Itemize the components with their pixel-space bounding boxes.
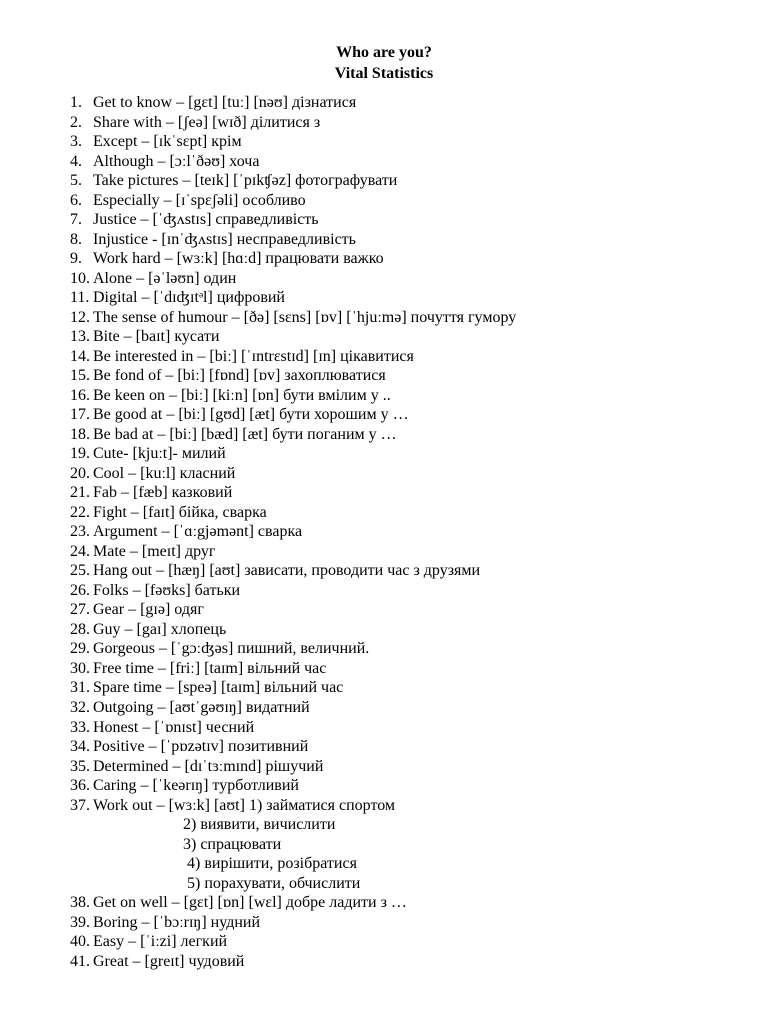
list-item-text: Hang out – [hæŋ] [aʊt] зависати, проводити час з друзями	[93, 562, 481, 580]
list-item	[70, 913, 750, 933]
list-item	[70, 581, 750, 601]
list-item	[70, 932, 750, 952]
list-item	[70, 659, 750, 679]
list-item-text: Spare time – [speə] [taɪm] вільний час	[93, 679, 344, 697]
list-item	[70, 249, 750, 269]
list-item-number: 19.	[70, 445, 90, 463]
list-item-number: 41.	[70, 952, 90, 970]
list-item-number: 25.	[70, 562, 90, 580]
list-item-text: Get to know – [gɛt] [tuː] [nəʊ] дізнатися	[93, 94, 357, 111]
list-item	[70, 288, 750, 308]
list-item	[70, 113, 750, 133]
list-item-subdefinition-text: 3) спрацювати	[183, 835, 282, 853]
list-item-number: 40.	[70, 933, 90, 951]
list-item-number: 26.	[70, 581, 90, 599]
list-item	[70, 698, 750, 718]
list-item-text: Be fond of – [biː] [fɒnd] [ɒv] захоплюватися	[93, 367, 386, 385]
list-item	[70, 171, 750, 191]
list-item-number: 9.	[70, 250, 82, 268]
list-item	[70, 639, 750, 659]
list-item-subdefinition	[70, 874, 750, 894]
list-item-number: 38.	[70, 894, 90, 912]
list-item-text: Be keen on – [biː] [kiːn] [ɒn] бути вмілим у ..	[93, 386, 391, 404]
list-item-number: 11.	[70, 289, 90, 307]
list-item-number: 7.	[70, 211, 82, 229]
list-item-text: Especially – [ɪˈspɛʃəli] особливо	[93, 191, 306, 209]
list-item-number: 1.	[70, 94, 82, 111]
list-item-text: Injustice - [ɪnˈʤʌstɪs] несправедливість	[93, 230, 356, 248]
list-item	[70, 757, 750, 777]
list-item-number: 23.	[70, 523, 90, 541]
list-item-text: Digital – [ˈdɪʤɪtᵊl] цифровий	[93, 289, 285, 307]
list-item-number: 2.	[70, 113, 82, 131]
list-item	[70, 483, 750, 503]
list-item	[70, 386, 750, 406]
list-item	[70, 718, 750, 738]
list-item-text: Work out – [wɜːk] [aʊt] 1) займатися спортом	[93, 796, 396, 814]
list-item	[70, 327, 750, 347]
list-item-text: Cute- [kjuːt]- милий	[93, 445, 226, 463]
list-item	[70, 405, 750, 425]
list-item-text: Guy – [gaɪ] хлопець	[93, 620, 227, 638]
document-subtitle: Vital Statistics	[334, 65, 434, 82]
list-item-text: Determined – [dɪˈtɜːmɪnd] рішучий	[93, 757, 324, 775]
list-item-number: 30.	[70, 659, 90, 677]
list-item-number: 21.	[70, 484, 90, 502]
list-item	[70, 347, 750, 367]
list-item	[70, 522, 750, 542]
list-item-text: Free time – [friː] [taɪm] вільний час	[93, 659, 327, 677]
list-item	[70, 796, 750, 816]
list-item-subdefinition	[70, 854, 750, 874]
list-item-number: 6.	[70, 191, 82, 209]
list-item-number: 8.	[70, 230, 82, 248]
list-item-subdefinition	[70, 835, 750, 855]
list-item	[70, 132, 750, 152]
list-item-number: 31.	[70, 679, 90, 697]
list-item-number: 20.	[70, 464, 90, 482]
list-item-text: Positive – [ˈpɒzətɪv] позитивний	[93, 738, 309, 756]
list-item-text: Gorgeous – [ˈgɔːʤəs] пишний, величний.	[93, 640, 370, 658]
list-item-text: Share with – [ʃeə] [wɪð] ділитися з	[93, 113, 321, 131]
list-item-text: Mate – [meɪt] друг	[93, 542, 216, 560]
list-item-number: 10.	[70, 269, 90, 287]
list-item	[70, 776, 750, 796]
list-item	[70, 952, 750, 972]
list-item	[70, 678, 750, 698]
list-item	[70, 464, 750, 484]
list-item	[70, 620, 750, 640]
list-item-number: 16.	[70, 386, 90, 404]
list-item-number: 22.	[70, 503, 90, 521]
list-item-text: Outgoing – [aʊtˈgəʊɪŋ] видатний	[93, 698, 310, 716]
list-item-text: Alone – [əˈləʊn] один	[93, 269, 237, 287]
list-item-subdefinition-text: 2) виявити, вичислити	[183, 816, 336, 834]
list-item-text: Gear – [gɪə] одяг	[93, 601, 204, 619]
list-item-text: Work hard – [wɜːk] [hɑːd] працювати важко	[93, 250, 384, 268]
list-item	[70, 561, 750, 581]
list-item-text: Bite – [baɪt] кусати	[93, 328, 220, 346]
list-item-number: 17.	[70, 406, 90, 424]
list-item	[70, 893, 750, 913]
list-item	[70, 152, 750, 172]
list-item-number: 27.	[70, 601, 90, 619]
list-item-subdefinition	[70, 815, 750, 835]
list-item-number: 18.	[70, 425, 90, 443]
list-item-number: 33.	[70, 718, 90, 736]
list-item-text: Justice – [ˈʤʌstɪs] справедливість	[93, 211, 319, 229]
list-item-number: 12.	[70, 308, 90, 326]
list-item	[70, 542, 750, 562]
list-item	[70, 737, 750, 757]
list-item-text: Except – [ɪkˈsɛpt] крім	[93, 133, 242, 151]
list-item	[70, 210, 750, 230]
list-item-text: Fight – [faɪt] бійка, сварка	[93, 503, 267, 521]
list-item-number: 3.	[70, 133, 82, 151]
list-item-text: The sense of humour – [ðə] [sɛns] [ɒv] [ˈhjuːmə] почуття гумору	[93, 308, 517, 326]
list-item	[70, 425, 750, 445]
list-item-number: 24.	[70, 542, 90, 560]
list-item-number: 4.	[70, 152, 82, 170]
list-item-text: Cool – [kuːl] класний	[93, 464, 236, 482]
list-item	[70, 503, 750, 523]
list-item	[70, 366, 750, 386]
list-item-text: Easy – [ˈiːzi] легкий	[93, 933, 228, 951]
list-item-text: Be bad at – [biː] [bæd] [æt] бути поганим у …	[93, 425, 397, 443]
list-item	[70, 269, 750, 289]
list-item-text: Be good at – [biː] [gʊd] [æt] бути хорошим у …	[93, 406, 409, 424]
list-item-text: Be interested in – [biː] [ˈɪntrɛstɪd] [ɪn] цікавитися	[93, 347, 414, 365]
list-item-number: 29.	[70, 640, 90, 658]
list-item-number: 15.	[70, 367, 90, 385]
list-item-subdefinition-text: 5) порахувати, обчислити	[187, 874, 361, 892]
list-item-text: Honest – [ˈɒnɪst] чесний	[93, 718, 255, 736]
list-item	[70, 600, 750, 620]
list-item-text: Take pictures – [teɪk] [ˈpɪkʧəz] фотографувати	[93, 172, 398, 190]
list-item-text: Boring – [ˈbɔːrɪŋ] нудний	[93, 913, 261, 931]
list-item-number: 39.	[70, 913, 90, 931]
list-item-number: 5.	[70, 172, 82, 190]
list-item-number: 13.	[70, 328, 90, 346]
list-item-number: 28.	[70, 620, 90, 638]
list-item	[70, 191, 750, 211]
list-item-text: Great – [greɪt] чудовий	[93, 952, 245, 970]
list-item-number: 34.	[70, 738, 90, 756]
list-item-text: Fab – [fæb] казковий	[93, 484, 233, 502]
document-title: Who are you?	[336, 44, 432, 61]
list-item-number: 14.	[70, 347, 90, 365]
list-item-subdefinition-text: 4) вирішити, розібратися	[187, 855, 357, 873]
list-item-text: Although – [ɔːlˈðəʊ] хоча	[93, 152, 260, 170]
list-item	[70, 308, 750, 328]
list-item-number: 36.	[70, 777, 90, 795]
list-item-number: 37.	[70, 796, 90, 814]
list-item-number: 32.	[70, 698, 90, 716]
list-item	[70, 444, 750, 464]
list-item	[70, 230, 750, 250]
list-item-text: Caring – [ˈkeərɪŋ] турботливий	[93, 777, 299, 795]
list-item-text: Argument – [ˈɑːgjəmənt] сварка	[93, 523, 303, 541]
list-item-text: Folks – [fəʊks] батьки	[93, 581, 241, 599]
list-item	[70, 93, 750, 113]
list-item-number: 35.	[70, 757, 90, 775]
list-item-text: Get on well – [gɛt] [ɒn] [wɛl] добре ладити з …	[93, 894, 407, 912]
vocabulary-list	[70, 93, 750, 971]
